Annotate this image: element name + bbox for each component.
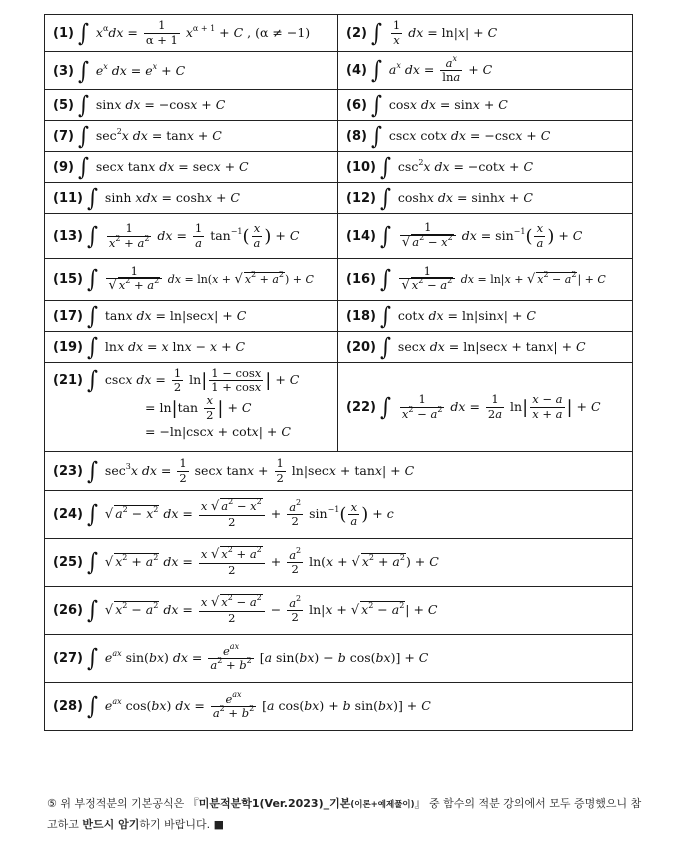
formula-cell: (9) ∫ secx tanx dx = secx + C [45, 152, 338, 183]
formula-cell: (10) ∫ $\csc^2x$ dx = −cotx + C [338, 152, 633, 183]
integral-formula-table [44, 14, 633, 731]
formula-cell: (23) ∫ $\sec^3x$ dx = $\frac{1}{2}$ secx tanx + $\frac{1}{2}$ ln|secx + tanx| + C [45, 452, 633, 491]
formula-cell: (2) ∫ $\frac{1}{x}$ dx = ln|x| + C [338, 15, 633, 52]
formula-cell: (3) ∫ $e^x$ dx = $e^x + C$ [45, 52, 338, 90]
formula-cell: (24) ∫ √ $a^2 - x^2$ dx = $\frac{x √ a^2 - x^2}{2}$ + $\frac{a^2}{2}$ $\sin^{-1}$( $\frac{x}{a}$ ) + c [45, 491, 633, 539]
formula-cell: (18) ∫ cotx dx = ln|sinx| + C [338, 301, 633, 332]
formula-cell: (26) ∫ √ $x^2 - a^2$ dx = $\frac{x √ x^2 - a^2}{2}$ − $\frac{a^2}{2}$ ln|x + √ $x^2 - a^2| + C$ [45, 587, 633, 635]
formula-cell: (12) ∫ coshx dx = sinhx + C [338, 183, 633, 214]
formula-cell: (15) ∫ $\frac{1}{√ x^2 + a^2}$ dx = ln(x + √ $x^2 + a^2) + C$ [45, 259, 338, 301]
formula-cell: (11) ∫ sinh xdx = coshx + C [45, 183, 338, 214]
note-suffix: 하기 바랍니다. ■ [139, 818, 224, 831]
formula-cell: (17) ∫ tanx dx = ln|secx| + C [45, 301, 338, 332]
course-subtitle: (이론+예제풀이) [350, 800, 415, 810]
formula-cell: (7) ∫ $\sec^2x$ dx = tanx + C [45, 121, 338, 152]
note-middle: 』 중 함수의 적분 강의에서 모두 증명했으니 참고하고 [47, 797, 642, 831]
formula-cell: (21) ∫ cscx dx = $\frac{1}{2}$ ln| $\frac{1 - \cos x}{1 + \cos x}$ | + C = ln|tan $\frac{x}{2}$ | + C = −ln|cscx + cotx| + C [45, 363, 338, 452]
course-title: 미분적분학1(Ver.2023)_기본 [198, 797, 351, 810]
formula-cell: (27) ∫ $e^{ax}$ sin(bx) dx = $\frac{e^{ax}}{a^2 + b^2}$ [a sin(bx) − b cos(bx)] + C [45, 635, 633, 683]
formula-cell: (19) ∫ lnx dx = x lnx − x + C [45, 332, 338, 363]
formula-cell: (4) ∫ $a^x$ dx = $\frac{a^x}{\ln a}$ + C [338, 52, 633, 90]
formula-cell: (22) ∫ $\frac{1}{x^2 - a^2}$ dx = $\frac{1}{2a}$ ln| $\frac{x - a}{x + a}$ | + C [338, 363, 633, 452]
formula-cell: (25) ∫ √ $x^2 + a^2$ dx = $\frac{x √ x^2 + a^2}{2}$ + $\frac{a^2}{2}$ ln(x + √ $x^2 + a^2) + C$ [45, 539, 633, 587]
formula-cell: (8) ∫ cscx cotx dx = −cscx + C [338, 121, 633, 152]
formula-cell: (28) ∫ $e^{ax}$ cos(bx) dx = $\frac{e^{ax}}{a^2 + b^2}$ [a cos(bx) + b sin(bx)] + C [45, 683, 633, 731]
formula-cell: (1) ∫ $x^\alpha dx$ = $\frac{1}{\alpha + 1}$ $x^{\alpha + 1} + C$ , (α ≠ −1) [45, 15, 338, 52]
note-prefix: ⑤ 위 부정적분의 기본공식은 『 [47, 797, 199, 810]
formula-cell: (16) ∫ $\frac{1}{√ x^2 - a^2}$ dx = ln|x + √ $x^2 - a^2| + C$ [338, 259, 633, 301]
formula-cell: (6) ∫ cosx dx = sinx + C [338, 90, 633, 121]
formula-cell: (20) ∫ secx dx = ln|secx + tanx| + C [338, 332, 633, 363]
formula-cell: (5) ∫ sinx dx = −cosx + C [45, 90, 338, 121]
formula-cell: (14) ∫ $\frac{1}{√ a^2 - x^2}$ dx = $\sin^{-1}$( $\frac{x}{a}$ ) + C [338, 214, 633, 259]
note-emphasis: 반드시 암기 [82, 818, 140, 831]
formula-cell: (13) ∫ $\frac{1}{x^2 + a^2}$ dx = $\frac{1}{a}$ $\tan^{-1}$( $\frac{x}{a}$ ) + C [45, 214, 338, 259]
footnote [47, 794, 647, 834]
